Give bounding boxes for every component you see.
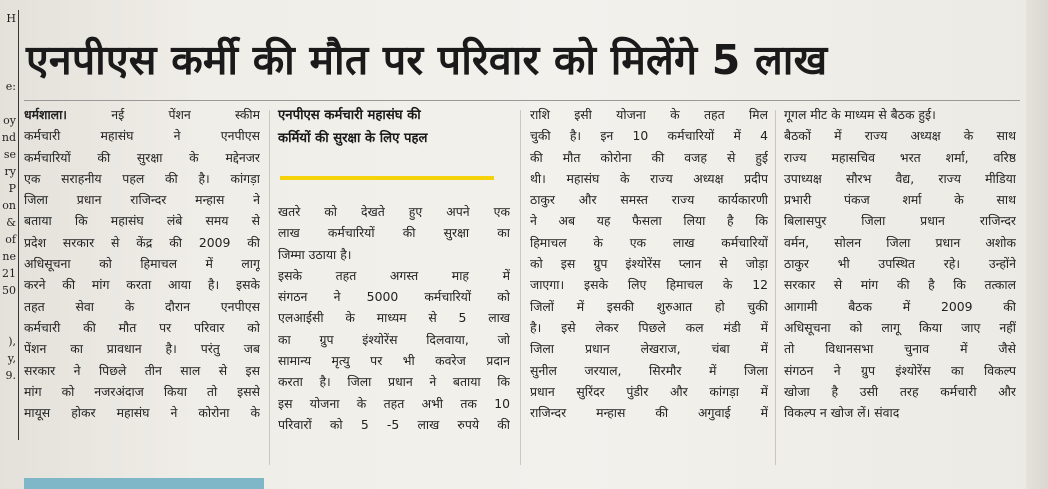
adjacent-column-fragment <box>0 10 19 440</box>
text-line-content: का ग्रुप इंश्योरेंस दिलवाया, जो <box>278 331 510 347</box>
text-line-content: इस योजना के तहत अभी तक 10 <box>278 395 510 411</box>
text-line-content: सुनील जरयाल, सिरमौर में जिला <box>530 362 768 378</box>
column-divider <box>520 110 521 465</box>
page-edge <box>1026 0 1048 489</box>
text-line-content: ठाकुर भी उपस्थित रहे। उन्होंने <box>784 256 1016 272</box>
text-line-content: ठाकुर और समस्त राज्य कार्यकारणी <box>530 192 768 208</box>
text-line-content: अधिसूचना को लागू किया जाए नहीं <box>784 319 1016 335</box>
article-column-1 <box>24 104 260 423</box>
text-line-content: खोजा है उसी तरह कर्मचारी और <box>784 383 1016 399</box>
text-line <box>24 210 260 231</box>
fragment-line: of <box>5 233 16 246</box>
text-line <box>24 381 260 402</box>
fragment-line <box>0 61 18 78</box>
text-line <box>784 189 1016 210</box>
text-line-content: सरकार से मांग की है कि तत्काल <box>784 277 1016 293</box>
text-line-content: प्रदेश सरकार से केंद्र की 2009 की <box>24 234 260 250</box>
text-line <box>784 274 1016 295</box>
text-line <box>530 402 768 423</box>
text-line <box>24 189 260 210</box>
article-column-4 <box>784 104 1016 423</box>
text-line-content: तहत सेवा के दौरान एनपीएस <box>24 298 260 314</box>
text-line <box>24 338 260 359</box>
text-line <box>278 244 510 265</box>
text-line-content: चुकी है। इन 10 कर्मचारियों में 4 <box>530 128 768 144</box>
text-line <box>530 232 768 253</box>
text-line <box>784 402 1016 423</box>
text-line-content: राजिन्दर मन्हास की अगुवाई में <box>530 405 768 421</box>
text-line <box>530 360 768 381</box>
text-line-content: है। इसे लेकर पिछले कल मंडी में <box>530 319 768 335</box>
text-line <box>530 147 768 168</box>
text-line-content: परिवारों को 5 -5 लाख रुपये की <box>278 416 510 432</box>
text-line-content: जिला प्रधान राजिन्दर मन्हास ने <box>24 192 260 208</box>
text-line <box>530 210 768 231</box>
fragment-line <box>0 95 18 112</box>
fragment-line <box>0 316 18 333</box>
column-divider <box>269 110 270 465</box>
text-line-content: बैठकों में राज्य अध्यक्ष के साथ <box>784 128 1016 144</box>
text-line <box>278 393 510 414</box>
subheading-line-2: कर्मियों की सुरक्षा के लिए पहल <box>278 131 428 146</box>
text-line-content: नई पेंशन स्कीम <box>66 107 260 122</box>
text-line-content: सामान्य मृत्यु पर भी कवरेज प्रदान <box>278 353 510 369</box>
text-line <box>24 402 260 423</box>
fragment-line <box>0 299 18 316</box>
text-line <box>784 381 1016 402</box>
article-column-3 <box>530 104 768 423</box>
dateline: धर्मशाला। <box>24 107 67 122</box>
text-line <box>278 414 510 435</box>
text-line <box>784 210 1016 231</box>
text-line <box>24 296 260 317</box>
text-line-content: मांग को नजरअंदाज किया तो इससे <box>24 383 260 399</box>
text-line <box>530 104 768 125</box>
text-line <box>784 296 1016 317</box>
text-line-content: आगामी बैठक में 2009 की <box>784 298 1016 314</box>
text-line <box>24 253 260 274</box>
text-line <box>784 360 1016 381</box>
text-line <box>278 265 510 286</box>
text-line-content: राशि इसी योजना के तहत मिल <box>530 107 768 122</box>
fragment-line: ), <box>8 335 16 348</box>
text-line <box>784 317 1016 338</box>
text-line-content: जिला प्रधान लेखराज, चंबा में <box>530 341 768 357</box>
text-line <box>530 168 768 189</box>
text-line-content: लाख कर्मचारियों की सुरक्षा का <box>278 225 510 241</box>
fragment-line: H <box>6 12 16 25</box>
text-line-content: ने अब यह फैसला लिया है कि <box>530 213 768 229</box>
fragment-line: on <box>2 199 16 212</box>
bottom-colored-band <box>24 478 264 489</box>
fragment-line: oy <box>3 114 16 127</box>
text-line <box>530 317 768 338</box>
text-line-content: सरकार ने पिछले तीन साल से इस <box>24 362 260 378</box>
cut-off-top-text <box>24 0 1018 12</box>
text-line-content: की मौत कोरोना की वजह से हुई <box>530 149 768 165</box>
text-line-content: मायूस होकर महासंघ ने कोरोना के <box>24 405 260 421</box>
fragment-line: 50 <box>2 284 16 297</box>
text-line-content: प्रधान सुरिंदर पुंडीर और कांगड़ा में <box>530 383 768 399</box>
text-line <box>278 350 510 371</box>
text-line <box>784 168 1016 189</box>
text-line <box>24 147 260 168</box>
text-line <box>278 307 510 328</box>
text-line-content: विकल्प न खोज लें। संवाद <box>784 405 900 421</box>
text-line <box>530 253 768 274</box>
text-line-content: अधिसूचना को हिमाचल में लागू <box>24 256 260 272</box>
headline-divider <box>24 100 1020 101</box>
text-line-content: एक सराहनीय पहल की है। कांगड़ा <box>24 170 260 186</box>
subheading-accent-bar <box>280 176 494 180</box>
text-line-content: थी। महासंघ के राज्य अध्यक्ष प्रदीप <box>530 170 768 186</box>
text-line <box>784 147 1016 168</box>
fragment-line: 21 <box>2 267 16 280</box>
text-line-content: वर्मन, सोलन जिला प्रधान अशोक <box>784 234 1016 250</box>
fragment-line: nd <box>1 131 16 144</box>
text-line-content: कर्मचारियों की सुरक्षा के मद्देनजर <box>24 149 260 165</box>
fragment-line: y, <box>7 352 16 365</box>
text-line <box>530 296 768 317</box>
text-line-content: को इस ग्रुप इंश्योरेंस प्लान से जोड़ा <box>530 256 768 272</box>
fragment-line: & <box>6 216 16 229</box>
fragment-line: 9. <box>5 369 16 382</box>
text-line <box>24 104 260 125</box>
fragment-line <box>0 44 18 61</box>
text-line <box>24 274 260 295</box>
text-line <box>278 201 510 222</box>
fragment-line: se <box>3 148 16 161</box>
text-line-content: तो विधानसभा चुनाव में जैसे <box>784 341 1016 357</box>
headline: एनपीएस कर्मी की मौत पर परिवार को मिलेंगे 5 लाख <box>26 36 828 84</box>
text-line-content: करता है। जिला प्रधान ने बताया कि <box>278 374 510 390</box>
text-line-content: गूगल मीट के माध्यम से बैठक हुई। <box>784 107 936 122</box>
text-line-content: उपाध्यक्ष सौरभ वैद्य, राज्य मीडिया <box>784 170 1016 186</box>
text-line-content: बताया कि महासंघ लंबे समय से <box>24 213 260 229</box>
text-line <box>530 189 768 210</box>
text-line-content: प्रभारी पंकज शर्मा के साथ <box>784 192 1016 208</box>
text-line-content: कर्मचारी की मौत पर परिवार को <box>24 319 260 335</box>
text-line <box>530 274 768 295</box>
text-line <box>24 232 260 253</box>
text-line-content: जिम्मा उठाया है। <box>278 246 352 262</box>
article-column-2 <box>278 201 510 435</box>
text-line-content: संगठन ने ग्रुप इंश्योरेंस का विकल्प <box>784 362 1016 378</box>
text-line <box>24 168 260 189</box>
subheading-line-1: एनपीएस कर्मचारी महासंघ की <box>278 108 421 123</box>
text-line <box>530 338 768 359</box>
text-line-content: हिमाचल के एक लाख कर्मचारियों <box>530 234 768 250</box>
text-line <box>530 125 768 146</box>
text-line <box>278 222 510 243</box>
fragment-line: ne <box>2 250 16 263</box>
text-line-content: बिलासपुर जिला प्रधान राजिन्दर <box>784 213 1016 229</box>
fragment-line: ry <box>4 165 16 178</box>
text-line-content: पेंशन का प्रावधान है। परंतु जब <box>24 341 260 357</box>
fragment-line: P <box>8 182 16 195</box>
fragment-line <box>0 27 18 44</box>
column-divider <box>775 110 776 465</box>
text-line-content: जाएगा। इसके लिए हिमाचल के 12 <box>530 277 768 293</box>
text-line <box>784 232 1016 253</box>
text-line-content: करने की मांग करता आया है। इसके <box>24 277 260 293</box>
text-line-content: राज्य महासचिव भरत शर्मा, वरिष्ठ <box>784 149 1016 165</box>
text-line <box>278 371 510 392</box>
text-line <box>24 360 260 381</box>
text-line <box>784 125 1016 146</box>
text-line <box>24 125 260 146</box>
text-line <box>278 286 510 307</box>
text-line-content: संगठन ने 5000 कर्मचारियों को <box>278 289 510 305</box>
text-line <box>24 317 260 338</box>
text-line-content: जिलों में इसकी शुरुआत हो चुकी <box>530 298 768 314</box>
text-line <box>784 253 1016 274</box>
subheading-box <box>278 104 510 150</box>
fragment-line: e: <box>5 80 16 93</box>
text-line-content: खतरे को देखते हुए अपने एक <box>278 204 510 219</box>
text-line-content: कर्मचारी महासंघ ने एनपीएस <box>24 128 260 144</box>
text-line <box>784 338 1016 359</box>
text-line-content: इसके तहत अगस्त माह में <box>278 267 510 283</box>
text-line <box>278 329 510 350</box>
text-line <box>784 104 1016 125</box>
text-line <box>530 381 768 402</box>
text-line-content: एलआईसी के माध्यम से 5 लाख <box>278 310 510 326</box>
